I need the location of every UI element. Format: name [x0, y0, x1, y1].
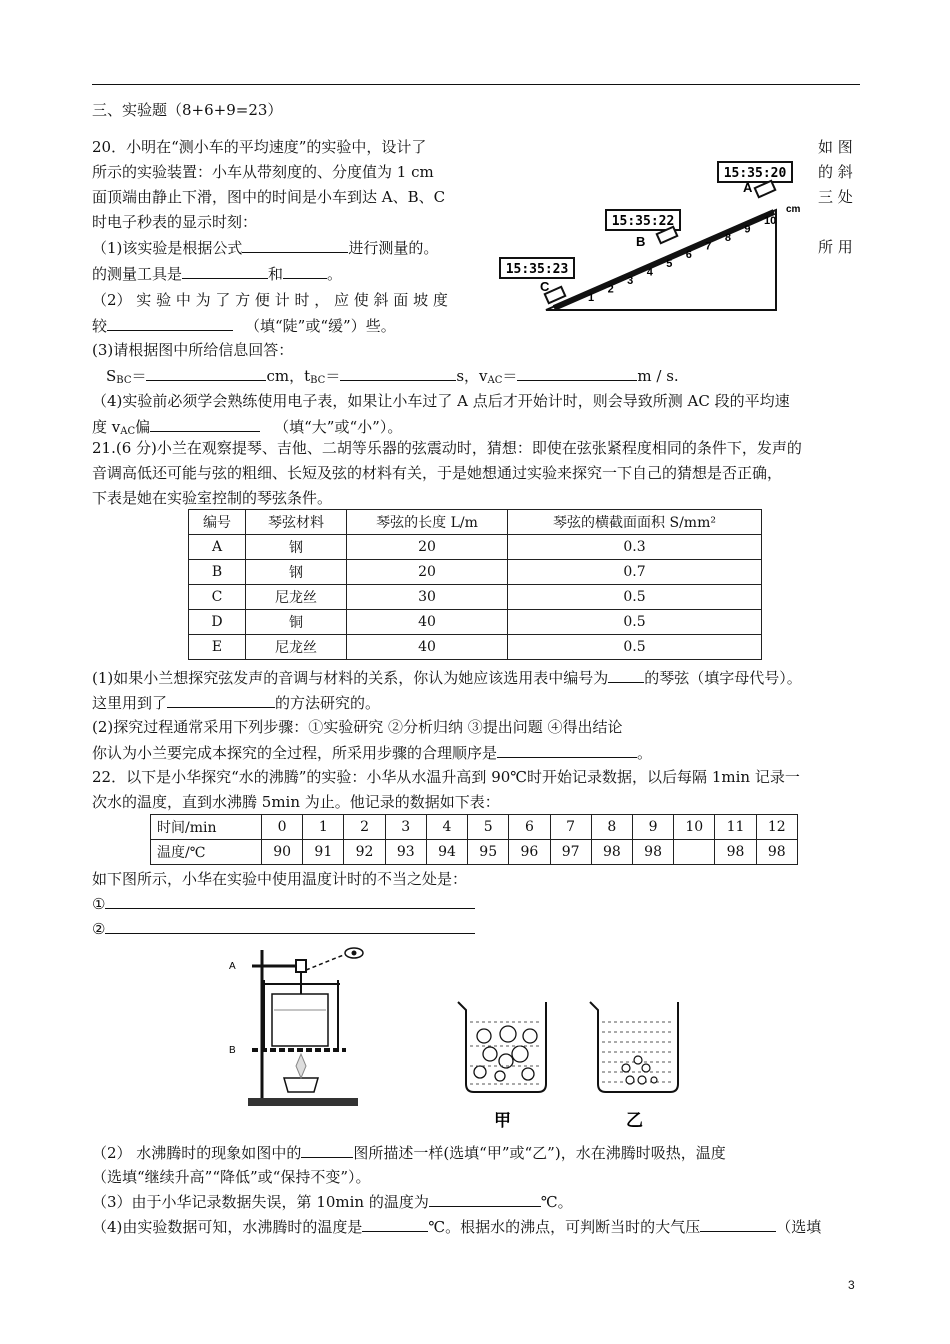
cell: 钢	[246, 560, 347, 585]
q21-line1: 21.(6 分)小兰在观察提琴、吉他、二胡等乐器的弦震动时，猜想：即使在弦张紧程度相同的条件下，发声的	[92, 439, 802, 457]
time-cell: 4	[426, 815, 467, 840]
timer-b: 15:35:22	[611, 214, 675, 229]
q22-part4-mid: ℃。根据水的沸点，可判断当时的大气压	[428, 1218, 701, 1236]
temp-cell[interactable]	[674, 840, 715, 865]
table-row	[189, 560, 762, 585]
cell: D	[189, 610, 246, 635]
q22-part4-suffix: （选填	[776, 1218, 822, 1236]
q20-line2: 所示的实验装置：小车从带刻度的、分度值为 1 cm	[92, 163, 434, 181]
slope-blank[interactable]	[107, 315, 233, 331]
temp-cell: 98	[715, 840, 756, 865]
sight-line	[306, 954, 346, 970]
formula-blank[interactable]	[242, 237, 348, 253]
label-b-stand: B	[229, 1045, 236, 1056]
v-sub: AC	[487, 375, 503, 386]
q21-method-suffix: 的方法研究的。	[275, 694, 381, 712]
q21-order-text: 你认为小兰要完成本探究的全过程，所采用步骤的合理顺序是	[92, 744, 498, 762]
order-blank[interactable]	[497, 742, 637, 758]
temp-cell: 96	[509, 840, 550, 865]
page-number: 3	[848, 1278, 855, 1292]
q21-line2: 音调高低还可能与弦的粗细、长短及弦的材料有关，于是她想通过实验来探究一下自己的猜想是否正确，	[92, 464, 783, 482]
q20-part4-bias: 偏	[135, 418, 151, 436]
q22-line2: 次水的温度，直到水沸腾 5min 为止。他记录的数据如下表：	[92, 793, 500, 811]
q22-part3-suffix: ℃。	[540, 1193, 573, 1211]
scale-mark: 7	[705, 240, 712, 253]
cart-a	[755, 181, 776, 197]
table-row	[189, 610, 762, 635]
temp-cell: 98	[632, 840, 673, 865]
q20-line1-right: 如 图	[818, 138, 853, 156]
table-row	[189, 585, 762, 610]
q22-part2-cont: （选填“继续升高”“降低”或“保持不变”）。	[92, 1168, 371, 1186]
section-title: 三、实验题（8+6+9=23）	[92, 101, 283, 119]
label-c: C	[540, 279, 550, 294]
q22-mistake-2	[92, 918, 475, 939]
q20-part1-right: 所 用	[818, 238, 853, 256]
q22-line1: 22．以下是小华探究“水的沸腾”的实验：小华从水温升高到 90℃时开始记录数据，以后每隔 1min 记录一	[92, 768, 800, 786]
temp-cell: 98	[591, 840, 632, 865]
label-yi: 乙	[626, 1111, 643, 1130]
q22-part2-prefix: （2） 水沸腾时的现象如图中的	[92, 1144, 302, 1162]
q20-part4-prefix: 度 v	[92, 418, 121, 436]
q22-mistake-1	[92, 893, 475, 914]
label-a-stand: A	[229, 961, 236, 972]
cell: 20	[347, 535, 508, 560]
th-id: 编号	[189, 510, 246, 535]
header-rule	[92, 84, 860, 85]
time-label: 时间/min	[151, 815, 262, 840]
time-cell: 6	[509, 815, 550, 840]
q20-part2-suffix: （填“陡”或“缓”）些。	[245, 317, 396, 335]
temp-cell: 95	[468, 840, 509, 865]
q22-part2-suffix: 图所描述一样(选填“甲”或“乙”)，水在沸腾时吸热，温度	[353, 1144, 726, 1162]
q21-line3: 下表是她在实验室控制的琴弦条件。	[92, 489, 333, 507]
q20-line1: 20．小明在“测小车的平均速度”的实验中，设计了	[92, 138, 427, 156]
bias-blank[interactable]	[150, 416, 260, 432]
cell: 40	[347, 610, 508, 635]
mistake-2-blank[interactable]	[105, 918, 475, 934]
time-row	[151, 815, 798, 840]
string-id-blank[interactable]	[608, 667, 644, 683]
q22-part3-prefix: （3）由于小华记录数据失误，第 10min 的温度为	[92, 1193, 429, 1211]
temp-cell: 91	[303, 840, 344, 865]
mistake-2-label: ②	[92, 920, 106, 938]
cm-text: cm，t	[266, 367, 311, 385]
q21-part1-text: (1)如果小兰想探究弦发声的音调与材料的关系，你认为她应该选用表中编号为	[92, 669, 609, 687]
time-cell: 0	[262, 815, 303, 840]
time-cell: 1	[303, 815, 344, 840]
scale-mark: 8	[724, 232, 732, 245]
cell: C	[189, 585, 246, 610]
q22-part2	[92, 1142, 726, 1163]
q20-part1	[92, 237, 438, 258]
q20-line4: 时电子秒表的显示时刻：	[92, 213, 258, 231]
time-cell: 12	[756, 815, 797, 840]
label-jia: 甲	[494, 1111, 511, 1130]
time-cell: 9	[632, 815, 673, 840]
cell: 尼龙丝	[246, 635, 347, 660]
tool-blank-1[interactable]	[182, 263, 268, 279]
q20-tools-end: 。	[327, 265, 343, 283]
q20-part4-suffix: （填“大”或“小”）。	[274, 418, 403, 436]
tool-blank-2[interactable]	[283, 263, 327, 279]
timer-a: 15:35:20	[723, 166, 787, 181]
tbc-blank[interactable]	[340, 365, 456, 381]
t-sub: BC	[310, 375, 326, 386]
string-table	[188, 509, 762, 660]
vac-sub: AC	[120, 426, 136, 437]
time-cell: 11	[715, 815, 756, 840]
boiling-point-blank[interactable]	[362, 1216, 428, 1232]
scale-mark: 2	[607, 283, 614, 296]
cell: 20	[347, 560, 508, 585]
temp-10min-blank[interactable]	[429, 1191, 541, 1207]
incline-figure	[496, 150, 816, 330]
time-cell: 3	[385, 815, 426, 840]
cell: 钢	[246, 535, 347, 560]
cell: 0.7	[508, 560, 762, 585]
boiling-beakers-figure	[450, 996, 690, 1136]
pressure-blank[interactable]	[700, 1216, 776, 1232]
q20-part2: （2） 实 验 中 为 了 方 便 计 时 ， 应 使 斜 面 坡 度	[92, 291, 448, 309]
beaker	[272, 994, 328, 1046]
scale-mark: 3	[627, 274, 634, 287]
alcohol-lamp	[284, 1078, 318, 1092]
vac-blank[interactable]	[517, 365, 637, 381]
temp-cell: 92	[344, 840, 385, 865]
scale-mark: 10	[764, 215, 777, 227]
cell: 40	[347, 635, 508, 660]
boiling-table	[150, 814, 798, 865]
stand-base	[248, 1098, 358, 1106]
th-length: 琴弦的长度 L/m	[347, 510, 508, 535]
table-row	[189, 635, 762, 660]
cell: 铜	[246, 610, 347, 635]
q20-part1-text2: 进行测量的。	[348, 239, 439, 257]
q20-tools	[92, 263, 342, 284]
time-cell: 5	[468, 815, 509, 840]
timer-c: 15:35:23	[505, 262, 569, 277]
eq-1: ＝	[131, 367, 147, 385]
q20-tools-and: 和	[268, 265, 284, 283]
cell: B	[189, 560, 246, 585]
q21-part1	[92, 667, 802, 688]
temp-cell: 94	[426, 840, 467, 865]
eq-2: ＝	[325, 367, 341, 385]
label-a: A	[743, 180, 753, 195]
temp-cell: 90	[262, 840, 303, 865]
th-material: 琴弦材料	[246, 510, 347, 535]
table-row	[189, 535, 762, 560]
q21-method	[92, 692, 380, 713]
temp-cell: 97	[550, 840, 591, 865]
q22-line3: 如下图所示，小华在实验中使用温度计时的不当之处是：	[92, 870, 468, 888]
time-cell: 10	[674, 815, 715, 840]
cell: 0.5	[508, 635, 762, 660]
mistake-1-label: ①	[92, 895, 106, 913]
scale-mark: 5	[666, 257, 673, 270]
q22-part4	[92, 1216, 821, 1237]
thermometer-apparatus-figure	[226, 940, 376, 1110]
scale-mark: 4	[646, 266, 653, 279]
cell: 0.5	[508, 610, 762, 635]
cell: 30	[347, 585, 508, 610]
temp-row	[151, 840, 798, 865]
temp-cell: 98	[756, 840, 797, 865]
q20-part3: (3)请根据图中所给信息回答：	[92, 341, 294, 359]
eq-3: ＝	[502, 367, 518, 385]
th-area: 琴弦的横截面面积 S/mm²	[508, 510, 762, 535]
s-unit: s，v	[456, 367, 488, 385]
s-symbol: S	[106, 367, 117, 385]
q21-part2: (2)探究过程通常采用下列步骤：①实验研究 ②分析归纳 ③提出问题 ④得出结论	[92, 718, 623, 736]
flame	[296, 1054, 306, 1078]
figure-choice-blank[interactable]	[301, 1142, 353, 1158]
q21-method-prefix: 这里用到了	[92, 694, 168, 712]
water-lines-yi	[602, 1022, 674, 1082]
scale-mark: 9	[744, 223, 751, 236]
q21-part1-suffix: 的琴弦（填字母代号）。	[644, 669, 802, 687]
time-cell: 7	[550, 815, 591, 840]
q20-line2-right: 的 斜	[818, 163, 853, 181]
s-sub: BC	[116, 375, 132, 386]
method-blank[interactable]	[167, 692, 275, 708]
q21-order	[92, 742, 652, 763]
scale-unit: cm	[786, 204, 801, 215]
q20-line3-right: 三 处	[818, 188, 853, 206]
q22-part4-prefix: （4)由实验数据可知，水沸腾时的温度是	[92, 1218, 363, 1236]
cell: E	[189, 635, 246, 660]
bubbles-jia	[474, 1026, 537, 1081]
q20-line3: 面顶端由静止下滑，图中的时间是小车到达 A、B、C	[92, 188, 446, 206]
sbc-blank[interactable]	[146, 365, 266, 381]
time-cell: 8	[591, 815, 632, 840]
label-b: B	[636, 234, 646, 249]
scale-mark: 6	[685, 249, 692, 262]
mistake-1-blank[interactable]	[105, 893, 475, 909]
cell: 0.3	[508, 535, 762, 560]
pupil	[352, 951, 357, 956]
q20-part2-prefix: 较	[92, 317, 108, 335]
temp-cell: 93	[385, 840, 426, 865]
cell: A	[189, 535, 246, 560]
scale-mark: 1	[588, 292, 595, 304]
temp-label: 温度/℃	[151, 840, 262, 865]
q21-order-end: 。	[637, 744, 653, 762]
ms-text: m / s.	[637, 367, 679, 385]
q20-part1-text: （1)该实验是根据公式	[92, 239, 243, 257]
q20-part4: （4)实验前必须学会熟练使用电子表，如果让小车过了 A 点后才开始计时，则会导致所测 AC 段的平均速	[92, 392, 790, 410]
q20-tools-text: 的测量工具是	[92, 265, 183, 283]
q22-part3	[92, 1191, 573, 1212]
time-cell: 2	[344, 815, 385, 840]
clamp	[296, 960, 306, 972]
q20-part3-blanks	[106, 365, 679, 391]
cell: 尼龙丝	[246, 585, 347, 610]
q20-part2-cont	[92, 315, 396, 336]
cell: 0.5	[508, 585, 762, 610]
bubbles-yi	[622, 1056, 657, 1084]
